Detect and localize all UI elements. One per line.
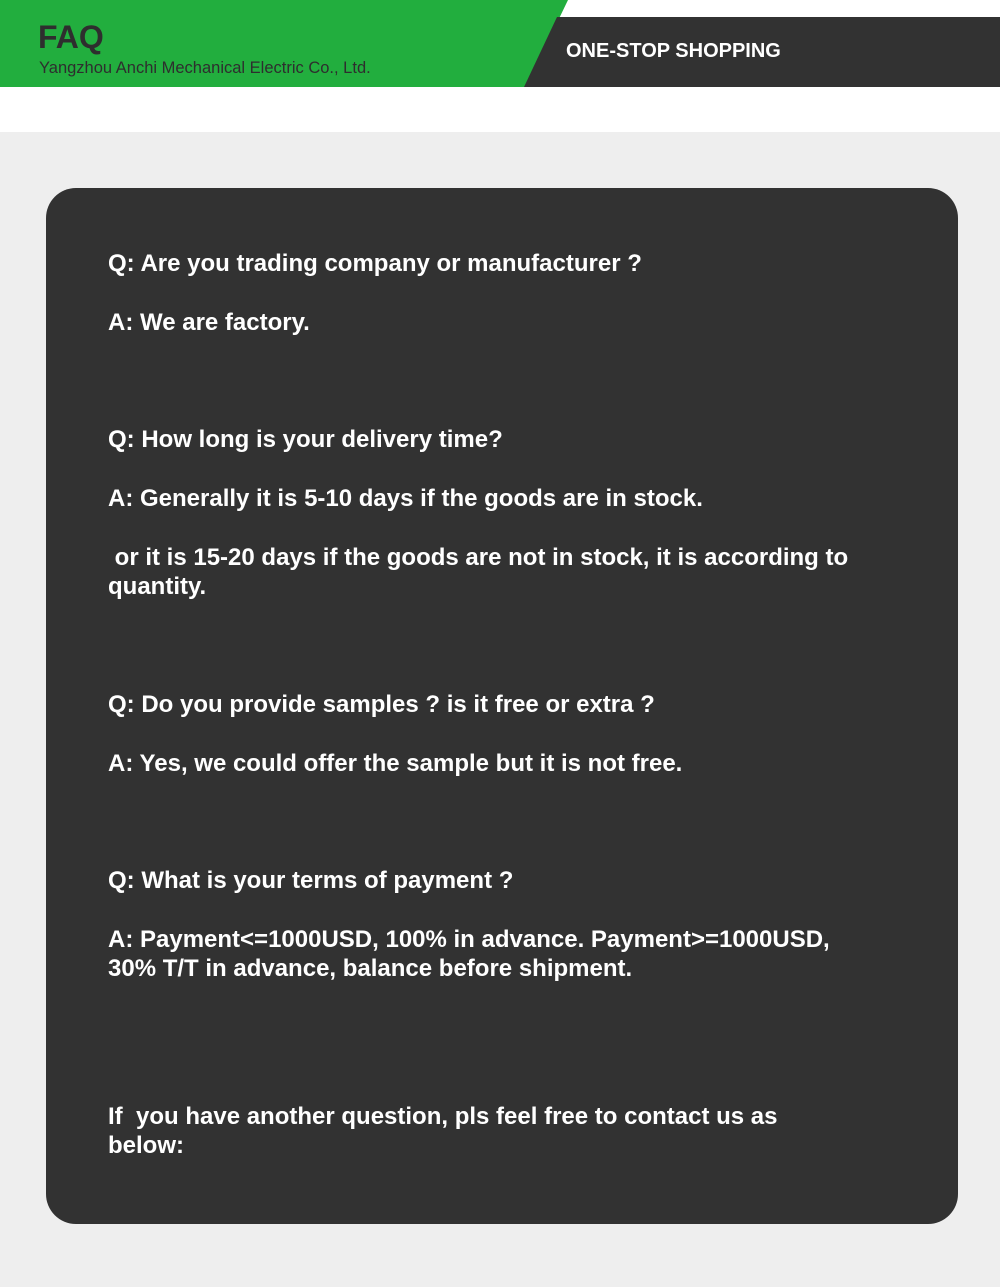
faq-answer-1: A: We are factory.: [108, 309, 310, 336]
faq-answer-4: A: Payment<=1000USD, 100% in advance. Payment>=1000USD, 30% T/T in advance, balance before shipment.: [108, 926, 830, 982]
faq-question-2: Q: How long is your delivery time?: [108, 426, 503, 453]
page-title: FAQ: [38, 19, 104, 55]
company-name: Yangzhou Anchi Mechanical Electric Co., Ltd.: [39, 59, 371, 77]
closing-note: If you have another question, pls feel free to contact us as below:: [108, 1103, 785, 1159]
faq-question-3: Q: Do you provide samples ? is it free or extra ?: [108, 691, 655, 718]
faq-question-1: Q: Are you trading company or manufacturer ?: [108, 250, 642, 277]
faq-answer-3: A: Yes, we could offer the sample but it is not free.: [108, 750, 683, 777]
page-header: [0, 0, 1000, 132]
faq-question-4: Q: What is your terms of payment ?: [108, 867, 514, 894]
faq-answer-2: A: Generally it is 5-10 days if the goods are in stock.: [108, 485, 703, 512]
tagline: ONE-STOP SHOPPING: [566, 40, 781, 62]
faq-answer-2-extra: or it is 15-20 days if the goods are not in stock, it is according to quantity.: [108, 544, 855, 600]
